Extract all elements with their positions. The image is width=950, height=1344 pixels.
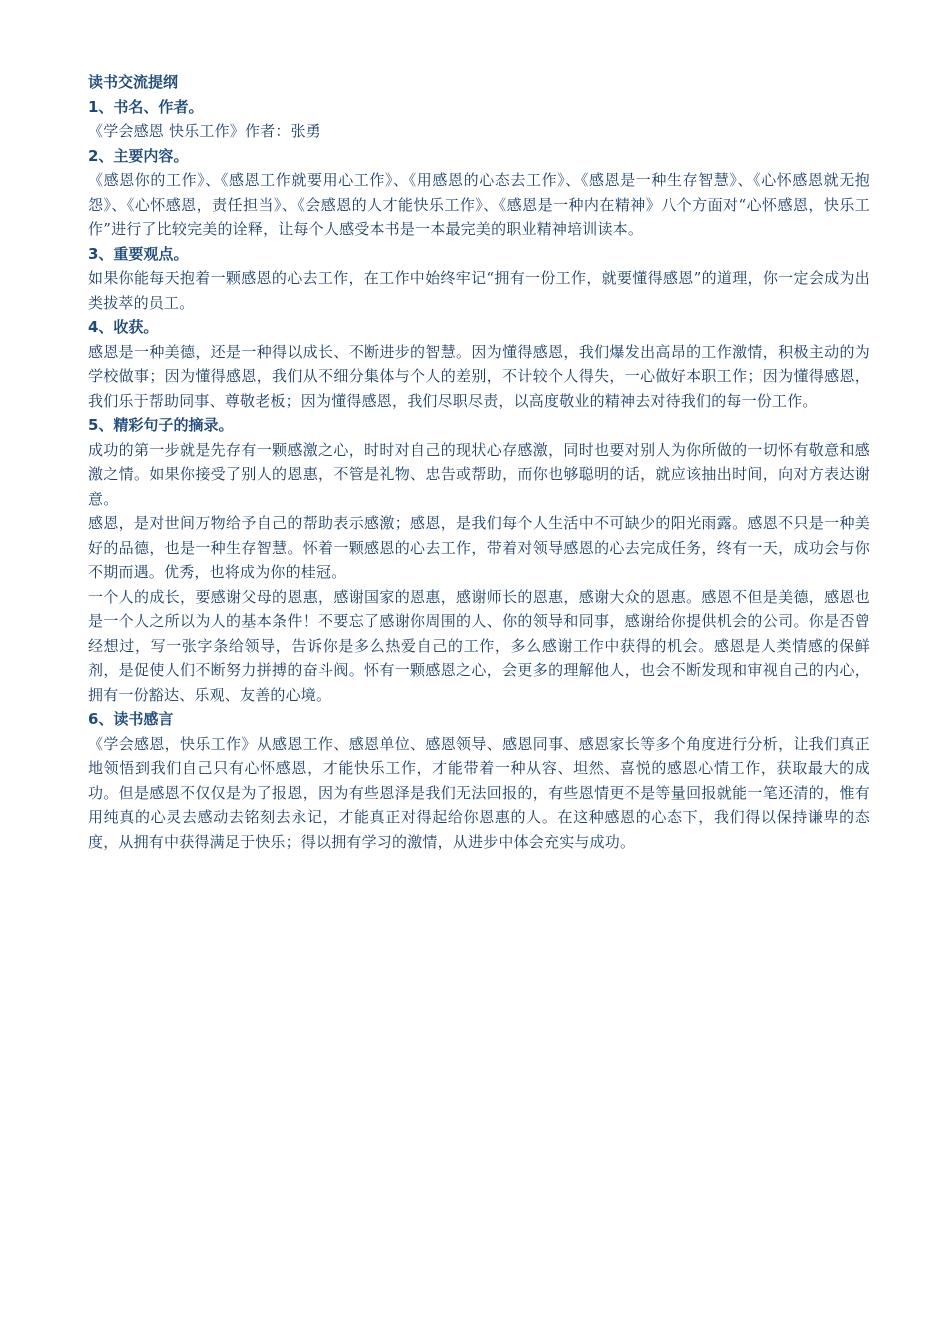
section-paragraph: 感恩，是对世间万物给予自己的帮助表示感激；感恩，是我们每个人生活中不可缺少的阳光雨露。感恩不只是一种美好的品德，也是一种生存智慧。怀着一颗感恩的心去工作，带着对领导感恩的心去完成任务，终有一天，成功会与你不期而遇。优秀，也将成为你的桂冠。 [88,514,870,581]
section-heading-main-content: 2、主要内容。 [88,146,189,165]
section-paragraph: 成功的第一步就是先存有一颗感激之心，时时对自己的现状心存感激，同时也要对别人为你所做的一切怀有敬意和感激之情。如果你接受了别人的恩惠，不管是礼物、忠告或帮助，而你也够聪明的话，就应该抽出时间，向对方表达谢意。 [88,440,870,508]
section-paragraph: 《学会感恩，快乐工作》从感恩工作、感恩单位、感恩领导、感恩同事、感恩家长等多个角度进行分析，让我们真正地领悟到我们自己只有心怀感恩，才能快乐工作，才能带着一种从容、坦然、喜悦的感恩心情工作，获取最大的成功。但是感恩不仅仅是为了报恩，因为有些恩泽是我们无法回报的，有些恩情更不是等量回报就能一笔还清的，惟有用纯真的心灵去感动去铭刻去永记，才能真正对得起给你恩惠的人。在这种感恩的心态下，我们得以保持谦卑的态度，从拥有中获得满足于快乐；得以拥有学习的激情，从进步中体会充实与成功。 [88,734,870,851]
section-heading-book-author: 1、书名、作者。 [88,97,204,116]
section-paragraph: 《感恩你的工作》、《感恩工作就要用心工作》、《用感恩的心态去工作》、《感恩是一种生存智慧》、《心怀感恩就无抱怨》、《心怀感恩，责任担当》、《会感恩的人才能快乐工作》、《感恩是一种内在精神》八个方面对“心怀感恩，快乐工作”进行了比较完美的诠释，让每个人感受本书是一本最完美的职业精神培训读本。 [88,171,870,238]
section-paragraph: 感恩是一种美德，还是一种得以成长、不断进步的智慧。因为懂得感恩，我们爆发出高昂的工作激情，积极主动的为学校做事；因为懂得感恩，我们从不细分集体与个人的差别，不计较个人得失，一心做好本职工作；因为懂得感恩，我们乐于帮助同事、尊敬老板；因为懂得感恩，我们尽职尽责，以高度敬业的精神去对待我们的每一份工作。 [88,342,870,410]
section-heading-reflection: 6、读书感言 [88,710,174,728]
document-title: 读书交流提纲 [88,73,179,91]
section-heading-gains: 4、收获。 [88,318,159,336]
section-paragraph: 一个人的成长，要感谢父母的恩惠，感谢国家的恩惠，感谢师长的恩惠，感谢大众的恩惠。感恩不但是美德，感恩也是一个人之所以为人的基本条件！不要忘了感谢你周围的人、你的领导和同事，感谢给你提供机会的公司。你是否曾经想过，写一张字条给领导，告诉你是多么热爱自己的工作，多么感谢工作中获得的机会。感恩是人类情感的保鲜剂，是促使人们不断努力拼搏的奋斗阀。怀有一颗感恩之心，会更多的理解他人，也会不断发现和审视自己的内心，拥有一份豁达、乐观、友善的心境。 [88,587,870,704]
section-paragraph: 如果你能每天抱着一颗感恩的心去工作，在工作中始终牢记“拥有一份工作，就要懂得感恩”的道理，你一定会成为出类拔萃的员工。 [88,269,870,312]
section-heading-excerpts: 5、精彩句子的摘录。 [88,416,234,434]
section-heading-key-points: 3、重要观点。 [88,244,189,263]
document-content [88,70,870,854]
section-paragraph: 《学会感恩 快乐工作》作者：张勇 [88,122,321,140]
